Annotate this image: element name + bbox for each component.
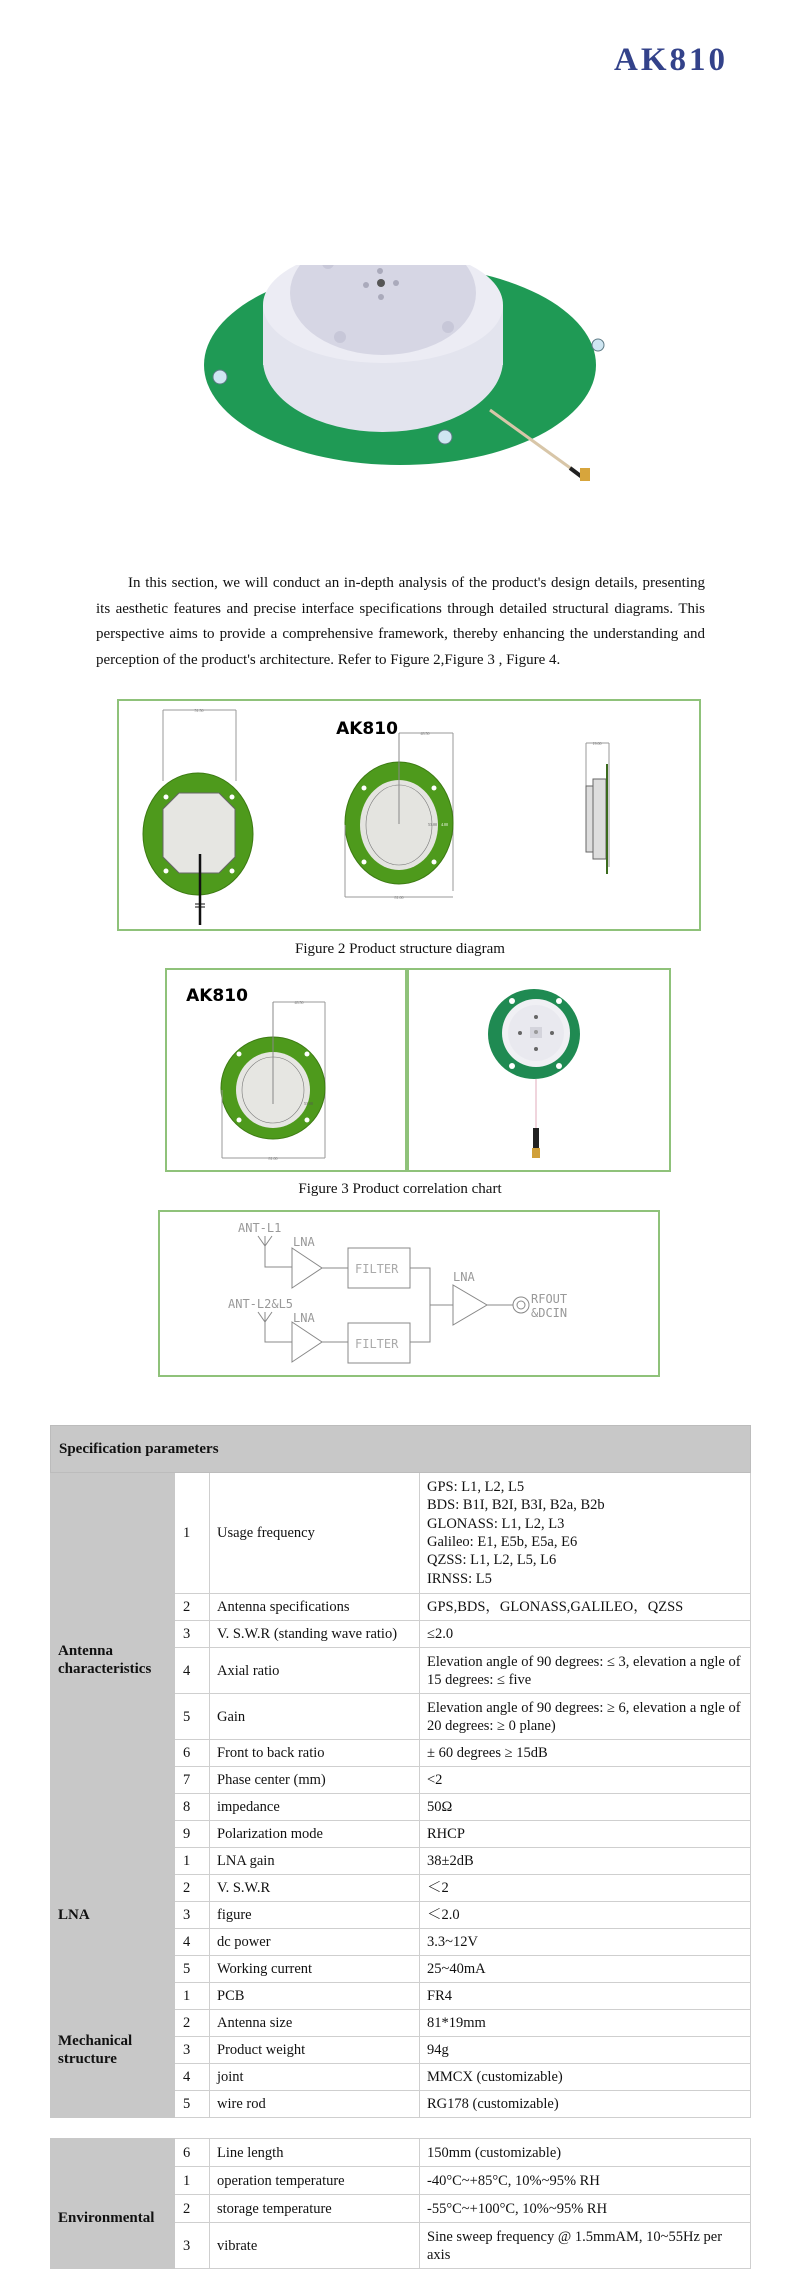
table-row: 3 V. S.W.R (standing wave ratio) ≤2.0: [51, 1621, 751, 1648]
figure-2-structure-diagram: [117, 699, 701, 931]
fig3-dim-inner: 53.00: [304, 1101, 313, 1106]
dim-top-mid: 48.50: [420, 731, 430, 736]
figure3-label: AK810: [186, 986, 248, 1006]
figure-3-drawing-panel: [165, 968, 407, 1172]
figure-3-photo-panel: [407, 968, 671, 1172]
table-row: 3 vibrate Sine sweep frequency @ 1.5mmAM, 10~55Hz per axis: [51, 2223, 751, 2269]
rf-connector-icon: [513, 1297, 529, 1313]
lna3-triangle: [453, 1285, 487, 1325]
table-row: 4 Axial ratio Elevation angle of 90 degrees: ≤ 3, elevation a ngle of 15 degrees: ≤ five: [51, 1648, 751, 1694]
top-view: [345, 731, 453, 900]
table-row: 5 wire rod RG178 (customizable): [51, 2091, 751, 2118]
side-view: [586, 741, 609, 874]
table-row: 2 V. S.W.R ＜2: [51, 1875, 751, 1902]
category-environmental: Environmental: [51, 2167, 175, 2269]
dim-inner: 53.00: [428, 822, 437, 827]
table-row: 6 Line length 150mm (customizable): [51, 2139, 751, 2167]
dim-edge: 4.00: [441, 822, 448, 827]
fig3-dim-bottom: 81.00: [268, 1156, 278, 1161]
table-row: 4 dc power 3.3~12V: [51, 1929, 751, 1956]
intro-text: [96, 571, 705, 673]
ant-l2l5-label: ANT-L2&L5: [228, 1297, 294, 1311]
mmcx-connector: [580, 468, 590, 481]
dcin-label: &DCIN: [531, 1306, 568, 1320]
figure2-label: AK810: [336, 719, 398, 739]
lna3-label: LNA: [453, 1270, 475, 1284]
antenna-top-photo: [409, 970, 669, 1170]
table-row: 5 Gain Elevation angle of 90 degrees: ≥ 6, elevation a ngle of 20 degrees: ≥ 0 plane): [51, 1694, 751, 1740]
table-row: 3 Product weight 94g: [51, 2037, 751, 2064]
table-row: Environmental 1 operation temperature -40°C~+85°C, 10%~95% RH: [51, 2167, 751, 2195]
dim-bottom: 81.00: [394, 895, 404, 900]
figure-3-caption: Figure 3 Product correlation chart: [298, 1181, 502, 1197]
filter1-label: FILTER: [355, 1262, 399, 1276]
rf-block-diagram: [160, 1212, 658, 1375]
lna1-label: LNA: [293, 1235, 315, 1249]
fig3-dim-top: 48.50: [294, 1000, 304, 1005]
antenna-l2l5-icon: [258, 1312, 292, 1342]
table-row: 8 impedance 50Ω: [51, 1794, 751, 1821]
table-row: 6 Front to back ratio ± 60 degrees ≥ 15dB: [51, 1740, 751, 1767]
figure-4-block-diagram: [158, 1210, 660, 1377]
structure-drawing: [119, 701, 699, 929]
category-mechanical-continued: [51, 2139, 175, 2167]
category-antenna: Antenna characteristics: [51, 1473, 175, 1848]
spec-table: [50, 1425, 751, 2118]
table-row: Mechanical structure 1 PCB FR4: [51, 1983, 751, 2010]
usage-frequency-value: GPS: L1, L2, L5 BDS: B1I, B2I, B3I, B2a, B2b GLONASS: L1, L2, L3 Galileo: E1, E5b, E5a, E6 QZSS: L1, L2, L5, L6 IRNSS: L5: [420, 1473, 751, 1594]
lna1-triangle: [292, 1248, 322, 1288]
table-row: LNA 1 LNA gain 38±2dB: [51, 1848, 751, 1875]
table-row: 4 joint MMCX (customizable): [51, 2064, 751, 2091]
spec-table-continued: [50, 2138, 751, 2269]
table-row: Antenna characteristics 1 Usage frequency GPS: L1, L2, L5 BDS: B1I, B2I, B3I, B2a, B2b GLONASS: L1, L2, L3 Galileo: E1, E5b, E5a, E6 QZSS: L1, L2, L5, L6 IRNSS: L5: [51, 1473, 751, 1594]
table-row: 7 Phase center (mm) <2: [51, 1767, 751, 1794]
table-row: 2 Antenna size 81*19mm: [51, 2010, 751, 2037]
lna2-triangle: [292, 1322, 322, 1362]
rfout-label: RFOUT: [531, 1292, 568, 1306]
antenna-l1-icon: [258, 1236, 292, 1267]
bottom-view: [143, 708, 253, 925]
dim-side: 19.00: [592, 741, 602, 746]
figure3-drawing: [167, 970, 405, 1170]
table-row: 2 Antenna specifications GPS,BDS，GLONASS,GALILEO，QZSS: [51, 1594, 751, 1621]
product-photo: [190, 265, 610, 505]
spec-title: Specification parameters: [51, 1426, 751, 1473]
table-row: 5 Working current 25~40mA: [51, 1956, 751, 1983]
ant-l1-label: ANT-L1: [238, 1221, 282, 1235]
category-lna: LNA: [51, 1848, 175, 1983]
filter2-label: FILTER: [355, 1337, 399, 1351]
table-row: 2 storage temperature -55°C~+100°C, 10%~95% RH: [51, 2195, 751, 2223]
category-mechanical: Mechanical structure: [51, 1983, 175, 2118]
table-row: 9 Polarization mode RHCP: [51, 1821, 751, 1848]
spec-header-row: [51, 1426, 751, 1473]
product-title: AK810: [614, 42, 728, 78]
lna2-label: LNA: [293, 1311, 315, 1325]
table-row: 3 figure ＜2.0: [51, 1902, 751, 1929]
dim-top-left: 51.50: [194, 708, 204, 713]
figure-2-caption: Figure 2 Product structure diagram: [295, 941, 505, 957]
intro-paragraph: In this section, we will conduct an in-depth analysis of the product's design details, presenting its aesthetic features and precise interface specifications through detailed structural diagrams. This perspective aims to provide a comprehensive framework, thereby enhancing the understanding and perception of the product's architecture. Refer to Figure 2,Figure 3 , Figure 4.: [96, 575, 705, 668]
